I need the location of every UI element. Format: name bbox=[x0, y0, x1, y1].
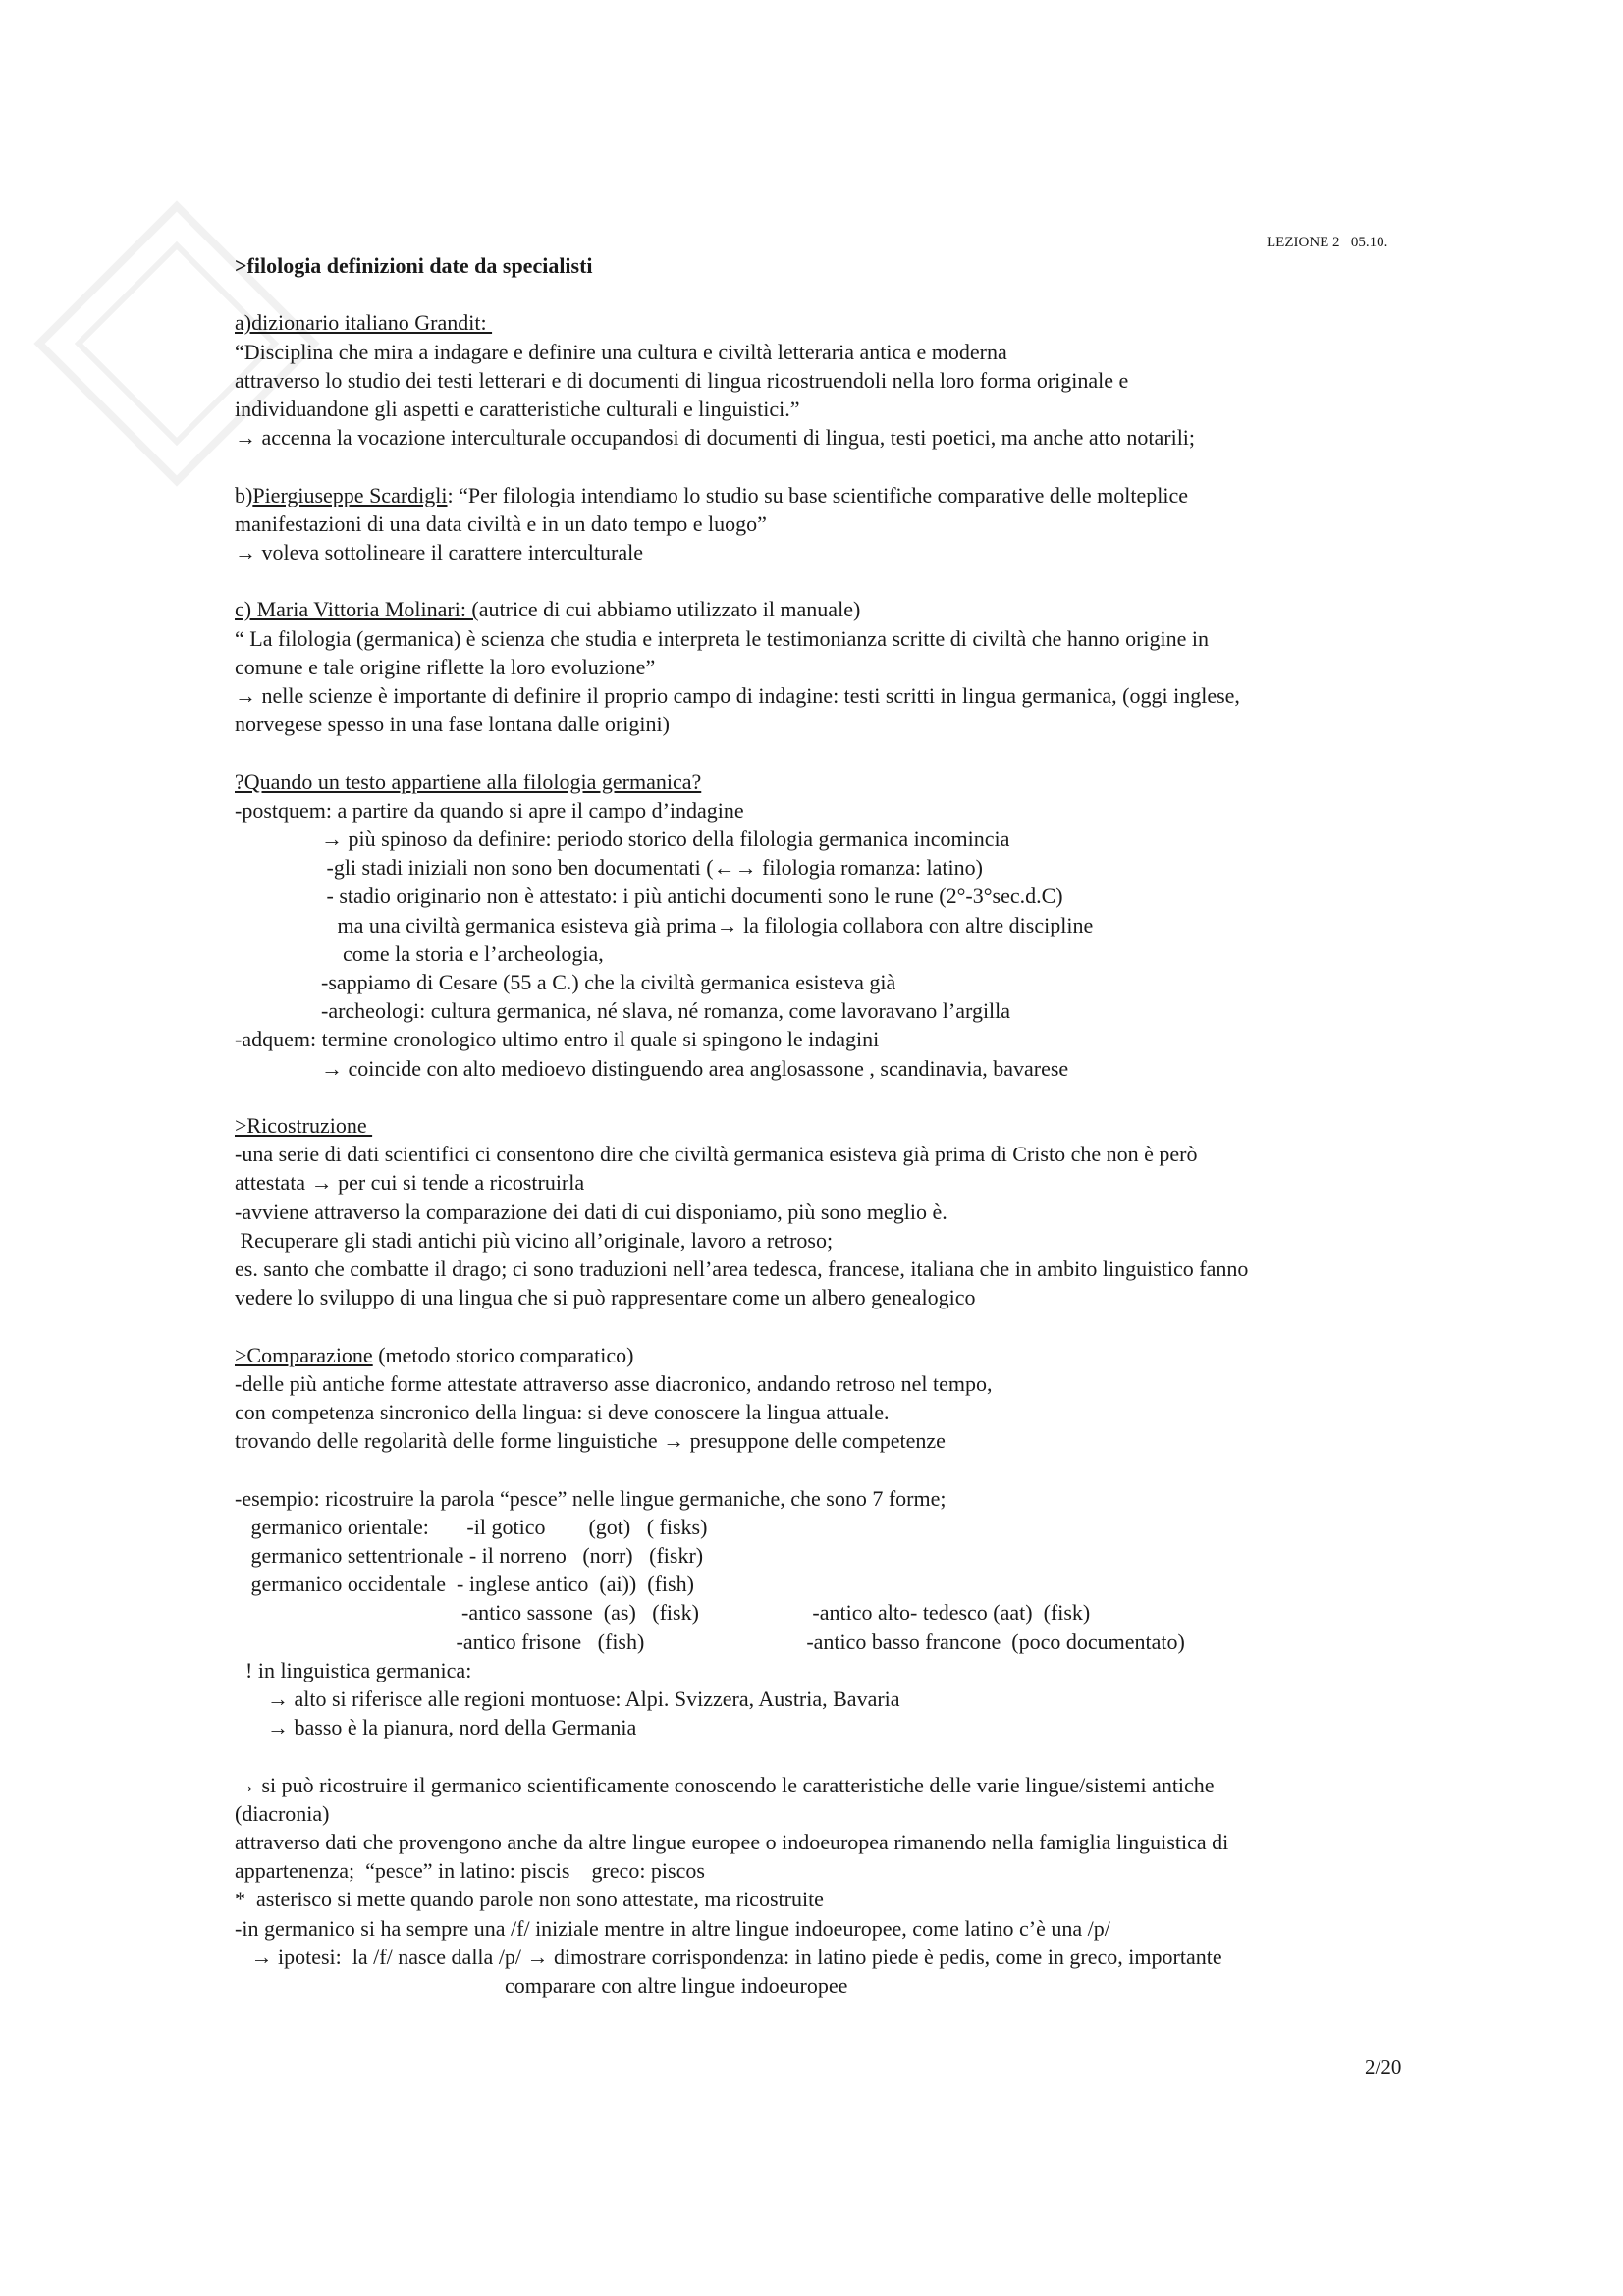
question-body bbox=[235, 796, 1413, 1083]
text-line: germanico settentrionale - il norreno (norr) (fiskr) bbox=[235, 1543, 704, 1569]
section-a-heading: a)dizionario italiano Grandit: bbox=[235, 310, 493, 336]
text-line: vedere lo sviluppo di una lingua che si può rappresentare come un albero genealogico bbox=[235, 1285, 976, 1310]
text-line: (diacronia) bbox=[235, 1800, 330, 1826]
text-line: manifestazioni di una data civiltà e in un dato tempo e luogo” bbox=[235, 510, 767, 536]
comparazione-heading: >Comparazione (metodo storico comparatico) bbox=[235, 1342, 634, 1367]
text-line: “ La filologia (germanica) è scienza che studia e interpreta le testimonianza scritte di civiltà che hanno origine in bbox=[235, 625, 1210, 651]
text-line: norvegese spesso in una fase lontana dalle origini) bbox=[235, 712, 670, 737]
text-line: → ipotesi: la /f/ nasce dalla /p/ → dimostrare corrispondenza: in latino piede è pedis, come in greco, importante bbox=[235, 1944, 1222, 1969]
text-line: individuandone gli aspetti e caratteristiche culturali e linguistici.” bbox=[235, 397, 800, 421]
text-line: -adquem: termine cronologico ultimo entro il quale si spingono le indagini bbox=[235, 1027, 880, 1052]
author-name: Piergiuseppe Scardigli bbox=[252, 482, 448, 507]
page-number: 2/20 bbox=[1365, 2056, 1402, 2079]
text-line: comparare con altre lingue indoeuropee bbox=[235, 1973, 848, 1999]
text-line: comune e tale origine riflette la loro evoluzione” bbox=[235, 654, 656, 679]
text-line: -postquem: a partire da quando si apre il campo d’indagine bbox=[235, 797, 744, 823]
text-line: -una serie di dati scientifici ci consentono dire che civiltà germanica esisteva già prima di Cristo che non è però bbox=[235, 1142, 1198, 1167]
text-line: -in germanico si ha sempre una /f/ iniziale mentre in altre lingue indoeuropee, come latino c’è una /p/ bbox=[235, 1915, 1110, 1941]
text-line: -sappiamo di Cesare (55 a C.) che la civiltà germanica esisteva già bbox=[235, 970, 896, 995]
text-line: → alto si riferisce alle regioni montuose: Alpi. Svizzera, Austria, Bavaria bbox=[235, 1686, 900, 1712]
text-line: appartenenza; “pesce” in latino: piscis greco: piscos bbox=[235, 1858, 705, 1884]
lesson-header: LEZIONE 2 05.10. bbox=[1267, 235, 1388, 250]
text-line: -archeologi: cultura germanica, né slava, né romanza, come lavoravano l’argilla bbox=[235, 998, 1011, 1024]
text-line: germanico orientale: -il gotico (got) ( fisks) bbox=[235, 1514, 708, 1539]
text-line: -esempio: ricostruire la parola “pesce” nelle lingue germaniche, che sono 7 forme; bbox=[235, 1485, 947, 1511]
document-title: >filologia definizioni date da specialisti bbox=[235, 253, 593, 278]
section-c-body bbox=[235, 624, 1413, 739]
text-line: ma una civiltà germanica esisteva già prima→ la filologia collabora con altre discipline bbox=[235, 912, 1094, 937]
text-line: attraverso lo studio dei testi letterari e di documenti di lingua ricostruendoli nella loro forma originale e bbox=[235, 367, 1129, 393]
text-line bbox=[235, 1741, 1413, 1770]
text-line bbox=[235, 1455, 1413, 1483]
ricostruzione-heading: >Ricostruzione bbox=[235, 1113, 373, 1139]
text-line: come la storia e l’archeologia, bbox=[235, 940, 604, 966]
text-line: -antico sassone (as) (fisk) -antico alto- tedesco (aat) (fisk) bbox=[235, 1600, 1091, 1626]
text-line: con competenza sincronico della lingua: si deve conoscere la lingua attuale. bbox=[235, 1400, 890, 1425]
text-line: → accenna la vocazione interculturale occupandosi di documenti di lingua, testi poetici, ma anche atto notarili; bbox=[235, 425, 1196, 451]
text-line: trovando delle regolarità delle forme linguistiche → presuppone delle competenze bbox=[235, 1428, 946, 1454]
text-line: attraverso dati che provengono anche da altre lingue europee o indoeuropea rimanendo nella famiglia linguistica di bbox=[235, 1830, 1229, 1855]
comparazione-body bbox=[235, 1369, 1413, 2000]
blank-line bbox=[235, 738, 1413, 767]
text-line: → coincide con alto medioevo distinguendo area anglosassone , scandinavia, bavarese bbox=[235, 1055, 1069, 1081]
document-body bbox=[235, 251, 1413, 2000]
text-line: es. santo che combatte il drago; ci sono traduzioni nell’area tedesca, francese, italiana che in ambito linguistico fanno bbox=[235, 1256, 1249, 1282]
text-line: -gli stadi iniziali non sono ben documentati (←→ filologia romanza: latino) bbox=[235, 855, 983, 881]
text-line: germanico occidentale - inglese antico (ai)) (fish) bbox=[235, 1572, 694, 1597]
blank-line bbox=[235, 566, 1413, 595]
text-line: → si può ricostruire il germanico scientificamente conoscendo le caratteristiche delle varie lingue/sistemi antiche bbox=[235, 1772, 1215, 1797]
section-c-heading: c) Maria Vittoria Molinari: (autrice di cui abbiamo utilizzato il manuale) bbox=[235, 597, 861, 622]
text-line: -antico frisone (fish) -antico basso francone (poco documentato) bbox=[235, 1629, 1185, 1654]
ricostruzione-body bbox=[235, 1140, 1413, 1311]
text-line: Recuperare gli stadi antichi più vicino all’originale, lavoro a retroso; bbox=[235, 1227, 834, 1253]
blank-line bbox=[235, 1083, 1413, 1111]
question-heading: ?Quando un testo appartiene alla filologia germanica? bbox=[235, 769, 702, 794]
text-line: - stadio originario non è attestato: i più antichi documenti sono le rune (2°-3°sec.d.C) bbox=[235, 883, 1063, 909]
text-line: → nelle scienze è importante di definire il proprio campo di indagine: testi scritti in lingua germanica, (oggi inglese, bbox=[235, 683, 1240, 708]
text-line: -delle più antiche forme attestate attraverso asse diacronico, andando retroso nel tempo, bbox=[235, 1370, 993, 1396]
text-line: → più spinoso da definire: periodo storico della filologia germanica incomincia bbox=[235, 827, 1010, 851]
blank-line bbox=[235, 1311, 1413, 1340]
text-line: → basso è la pianura, nord della Germania bbox=[235, 1715, 637, 1740]
text-line: -avviene attraverso la comparazione dei dati di cui disponiamo, più sono meglio è. bbox=[235, 1199, 947, 1224]
section-b-heading: b)Piergiuseppe Scardigli: “Per filologia intendiamo lo studio su base scientifiche comparative delle molteplice bbox=[235, 482, 1188, 507]
text-line: attestata → per cui si tende a ricostruirla bbox=[235, 1170, 585, 1196]
text-line: → voleva sottolineare il carattere interculturale bbox=[235, 540, 643, 564]
text-line: * asterisco si mette quando parole non sono attestate, ma ricostruite bbox=[235, 1887, 824, 1912]
section-a-body bbox=[235, 338, 1413, 453]
text-line: ! in linguistica germanica: bbox=[235, 1657, 472, 1682]
blank-line bbox=[235, 280, 1413, 308]
blank-line bbox=[235, 452, 1413, 480]
text-line: “Disciplina che mira a indagare e definire una cultura e civiltà letteraria antica e moderna bbox=[235, 339, 1007, 364]
section-b-body bbox=[235, 509, 1413, 566]
